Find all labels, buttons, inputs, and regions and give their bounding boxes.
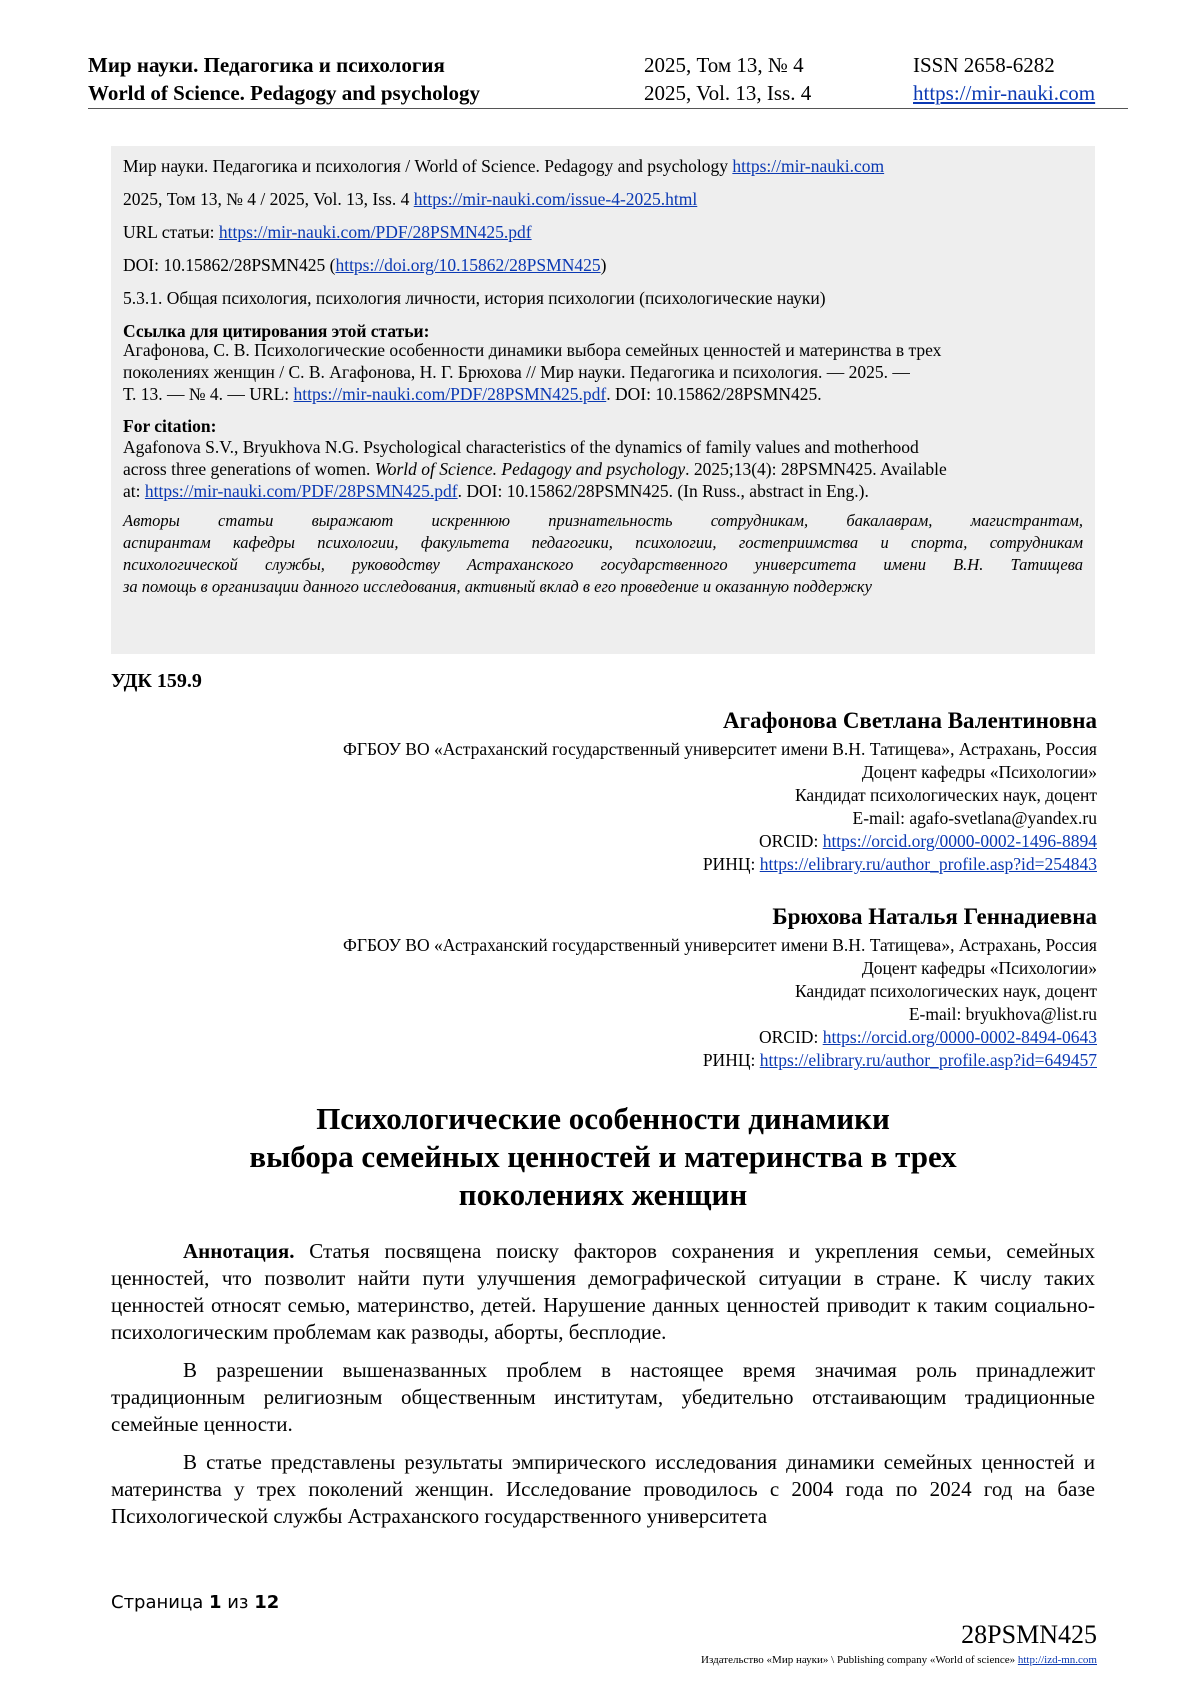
citation-en-line3: at: https://mir-nauki.com/PDF/28PSMN425.pdf. DOI: 10.15862/28PSMN425. (In Russ., abstract in Eng.). bbox=[123, 481, 869, 501]
acknowledgement-line3: психологической службы, руководству Астраханского государственного университета имени В.Н. Татищева bbox=[123, 555, 1083, 574]
author-degree: Кандидат психологических наук, доцент bbox=[794, 981, 1097, 1001]
issue-link[interactable]: https://mir-nauki.com/issue-4-2025.html bbox=[413, 189, 698, 209]
citation-ru-line1: Агафонова, С. В. Психологические особенности динамики выбора семейных ценностей и материнства в трех bbox=[123, 340, 942, 360]
author-block bbox=[343, 706, 1097, 876]
author-affiliation: ФГБОУ ВО «Астраханский государственный университет имени В.Н. Татищева», Астрахань, Россия bbox=[343, 935, 1097, 955]
acknowledgement-line1: Авторы статьи выражают искреннюю признательность сотрудникам, бакалаврам, магистрантам, bbox=[123, 511, 1083, 530]
udk-code: УДК 159.9 bbox=[111, 670, 202, 692]
issue-en: 2025, Vol. 13, Iss. 4 bbox=[644, 81, 812, 105]
author-orcid: ORCID: https://orcid.org/0000-0002-8494-0643 bbox=[759, 1027, 1097, 1047]
info-issue-line: 2025, Том 13, № 4 / 2025, Vol. 13, Iss. 4 https://mir-nauki.com/issue-4-2025.html bbox=[123, 189, 698, 209]
journal-title-en: World of Science. Pedagogy and psychology bbox=[88, 81, 481, 105]
article-pdf-link[interactable]: https://mir-nauki.com/PDF/28PSMN425.pdf bbox=[218, 222, 532, 242]
journal-site-link[interactable]: https://mir-nauki.com bbox=[913, 81, 1096, 105]
info-journal-line: Мир науки. Педагогика и психология / World of Science. Pedagogy and psychology https://mir-nauki.com bbox=[123, 156, 885, 176]
orcid-link[interactable]: https://orcid.org/0000-0002-8494-0643 bbox=[822, 1027, 1097, 1047]
author-degree: Кандидат психологических наук, доцент bbox=[794, 785, 1097, 805]
rinc-link[interactable]: https://elibrary.ru/author_profile.asp?id=649457 bbox=[759, 1050, 1097, 1070]
citation-ru-link[interactable]: https://mir-nauki.com/PDF/28PSMN425.pdf bbox=[293, 384, 607, 404]
issn: ISSN 2658-6282 bbox=[913, 53, 1055, 77]
running-header bbox=[88, 52, 1128, 109]
author-position: Доцент кафедры «Психологии» bbox=[861, 958, 1097, 978]
author-position: Доцент кафедры «Психологии» bbox=[861, 762, 1097, 782]
author-rinc: РИНЦ: https://elibrary.ru/author_profile.asp?id=649457 bbox=[702, 1050, 1097, 1070]
page-number: Страница 1 из 12 bbox=[111, 1592, 280, 1613]
abstract-label: Аннотация. bbox=[183, 1239, 295, 1263]
author-rinc: РИНЦ: https://elibrary.ru/author_profile.asp?id=254843 bbox=[702, 854, 1097, 874]
orcid-link[interactable]: https://orcid.org/0000-0002-1496-8894 bbox=[822, 831, 1097, 851]
acknowledgement-line2: аспирантам кафедры психологии, факультета педагогики, психологии, гостеприимства и спорта, сотрудникам bbox=[123, 533, 1083, 552]
article-info-box bbox=[111, 146, 1095, 654]
citation-ru-line2: поколениях женщин / С. В. Агафонова, Н. Г. Брюхова // Мир науки. Педагогика и психология. — 2025. — bbox=[123, 362, 910, 382]
citation-en-label: For citation: bbox=[123, 416, 217, 436]
citation-en-line1: Agafonova S.V., Bryukhova N.G. Psychological characteristics of the dynamics of family values and motherhood bbox=[123, 437, 919, 457]
publisher-line: Издательство «Мир науки» \ Publishing company «World of science» http://izd-mn.com bbox=[701, 1654, 1097, 1666]
author-name: Агафонова Светлана Валентиновна bbox=[723, 708, 1097, 733]
author-email: E-mail: agafo-svetlana@yandex.ru bbox=[852, 808, 1097, 828]
citation-en-link[interactable]: https://mir-nauki.com/PDF/28PSMN425.pdf bbox=[144, 481, 458, 501]
author-block bbox=[343, 902, 1097, 1072]
publisher-link[interactable]: http://izd-mn.com bbox=[1017, 1654, 1097, 1666]
info-doi-line: DOI: 10.15862/28PSMN425 (https://doi.org/10.15862/28PSMN425) bbox=[123, 255, 607, 275]
abstract-paragraph: В разрешении вышеназванных проблем в настоящее время значимая роль принадлежит традиционным религиозным общественным институтам, убедительно отстаивающим традиционные семейные ценности. bbox=[111, 1358, 1095, 1436]
doi-link[interactable]: https://doi.org/10.15862/28PSMN425 bbox=[335, 255, 601, 275]
abstract-paragraph: В статье представлены результаты эмпирического исследования динамики семейных ценностей и материнства у трех поколений женщин. Исследование проводилось с 2004 года по 2024 год на базе Психологической службы Астраханского государственного университета bbox=[111, 1450, 1095, 1528]
citation-ru-label: Ссылка для цитирования этой статьи: bbox=[123, 321, 430, 341]
issue-ru: 2025, Том 13, № 4 bbox=[644, 53, 804, 77]
article-title: Психологические особенности динамики выбора семейных ценностей и материнства в трех поколениях женщин bbox=[249, 1101, 957, 1212]
abstract-paragraph: Аннотация. Статья посвящена поиску факторов сохранения и укрепления семьи, семейных ценностей, что позволит найти пути улучшения демографической ситуации в стране. К числу таких ценностей относят семью, материнство, детей. Нарушение данных ценностей приводит к таким социально-психологическим проблемам как разводы, аборты, бесплодие. bbox=[111, 1239, 1095, 1344]
acknowledgement-line4: за помощь в организации данного исследования, активный вклад в его проведение и оказанную поддержку bbox=[123, 577, 872, 596]
journal-title-ru: Мир науки. Педагогика и психология bbox=[88, 53, 445, 77]
citation-en-line2: across three generations of women. World of Science. Pedagogy and psychology. 2025;13(4): 28PSMN425. Available bbox=[123, 459, 947, 479]
info-specialty: 5.3.1. Общая психология, психология личности, история психологии (психологические науки) bbox=[123, 288, 826, 308]
author-email: E-mail: bryukhova@list.ru bbox=[908, 1004, 1097, 1024]
author-name: Брюхова Наталья Геннадиевна bbox=[772, 904, 1097, 929]
author-affiliation: ФГБОУ ВО «Астраханский государственный университет имени В.Н. Татищева», Астрахань, Россия bbox=[343, 739, 1097, 759]
info-url-line: URL статьи: https://mir-nauki.com/PDF/28PSMN425.pdf bbox=[123, 222, 532, 242]
article-code: 28PSMN425 bbox=[961, 1620, 1097, 1649]
citation-ru-line3: Т. 13. — № 4. — URL: https://mir-nauki.com/PDF/28PSMN425.pdf. DOI: 10.15862/28PSMN425. bbox=[123, 384, 822, 404]
author-orcid: ORCID: https://orcid.org/0000-0002-1496-8894 bbox=[759, 831, 1097, 851]
journal-link[interactable]: https://mir-nauki.com bbox=[732, 156, 885, 176]
rinc-link[interactable]: https://elibrary.ru/author_profile.asp?id=254843 bbox=[759, 854, 1097, 874]
abstract bbox=[111, 1238, 1095, 1541]
